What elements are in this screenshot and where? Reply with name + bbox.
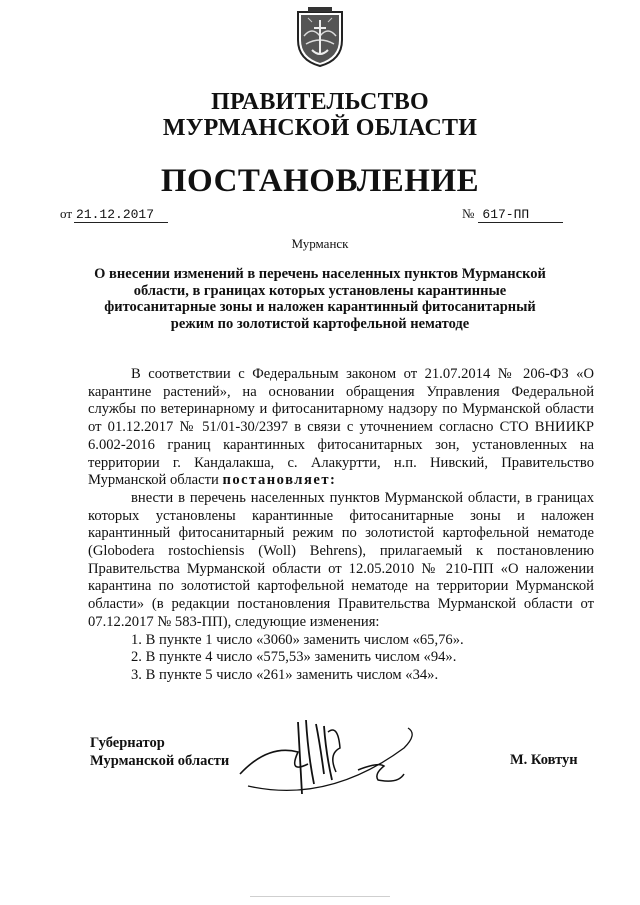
para1-text: В соответствии с Федеральным законом от 21.07.2014 № 206-ФЗ «О карантине растений», на основании обращения Управления Федеральной службы по ветеринарному и фитосанитарному надзору по Мурманской области от 01.12.2017 № 51/01-30/2397 в связи с уточнением согласно СТО ВНИИКР 6.002-2016 границ карантинных фитосанитарных зон, установленных на территории г. Кандалакша, с. Алакуртти, н.п. Нивский, Правительство Мурманской области bbox=[88, 366, 594, 489]
document-subject: О внесении изменений в перечень населенных пунктов Мурманской области, в границах которых установлены карантинные фитосанитарные зоны и наложен карантинный фитосанитарный режим по золотистой картофельной нематоде bbox=[94, 266, 546, 332]
document-body bbox=[88, 366, 594, 685]
signatory-position-line2: Мурманской области bbox=[90, 752, 230, 769]
signatory-name: М. Ковтун bbox=[510, 752, 578, 768]
document-type-title: ПОСТАНОВЛЕНИЕ bbox=[160, 163, 480, 199]
government-title-line1: ПРАВИТЕЛЬСТВО bbox=[211, 89, 429, 115]
page-edge-divider bbox=[250, 896, 390, 897]
decree-word: постановляет: bbox=[222, 472, 337, 489]
body-paragraph-1 bbox=[88, 366, 594, 490]
government-title bbox=[0, 89, 640, 141]
handwritten-signature bbox=[228, 714, 428, 804]
coat-of-arms-icon bbox=[290, 6, 350, 68]
body-paragraph-2: внести в перечень населенных пунктов Мурманской области, в границах которых установлены карантинные фитосанитарные зоны и наложен карантинный фитосанитарный режим по золотистой картофельной нематоде (Globodera rostochiensis (Woll) Behrens), прилагаемый к постановлению Правительства Мурманской области от 12.05.2010 № 210-ПП «О наложении карантина по золотистой картофельной нематоде на территории Мурманской области» (в редакции постановления Правительства Мурманской области от 07.12.2017 № 583-ПП), следующие изменения: bbox=[88, 489, 594, 630]
government-title-line2: МУРМАНСКОЙ ОБЛАСТИ bbox=[162, 115, 478, 141]
change-item: 3. В пункте 5 число «261» заменить числом «34». bbox=[131, 666, 439, 683]
document-number bbox=[462, 206, 563, 222]
change-item: 1. В пункте 1 число «3060» заменить числом «65,76». bbox=[131, 631, 464, 648]
number-value: 617-ПП bbox=[478, 207, 563, 223]
number-prefix: № bbox=[462, 206, 475, 221]
signatory-position bbox=[90, 735, 229, 770]
signatory-position-line1: Губернатор bbox=[90, 735, 165, 751]
date-prefix: от bbox=[60, 206, 73, 221]
change-item: 2. В пункте 4 число «575,53» заменить числом «94». bbox=[131, 649, 457, 666]
date-value: 21.12.2017 bbox=[74, 207, 168, 223]
city-name: Мурманск bbox=[291, 236, 349, 251]
document-date bbox=[60, 206, 168, 222]
